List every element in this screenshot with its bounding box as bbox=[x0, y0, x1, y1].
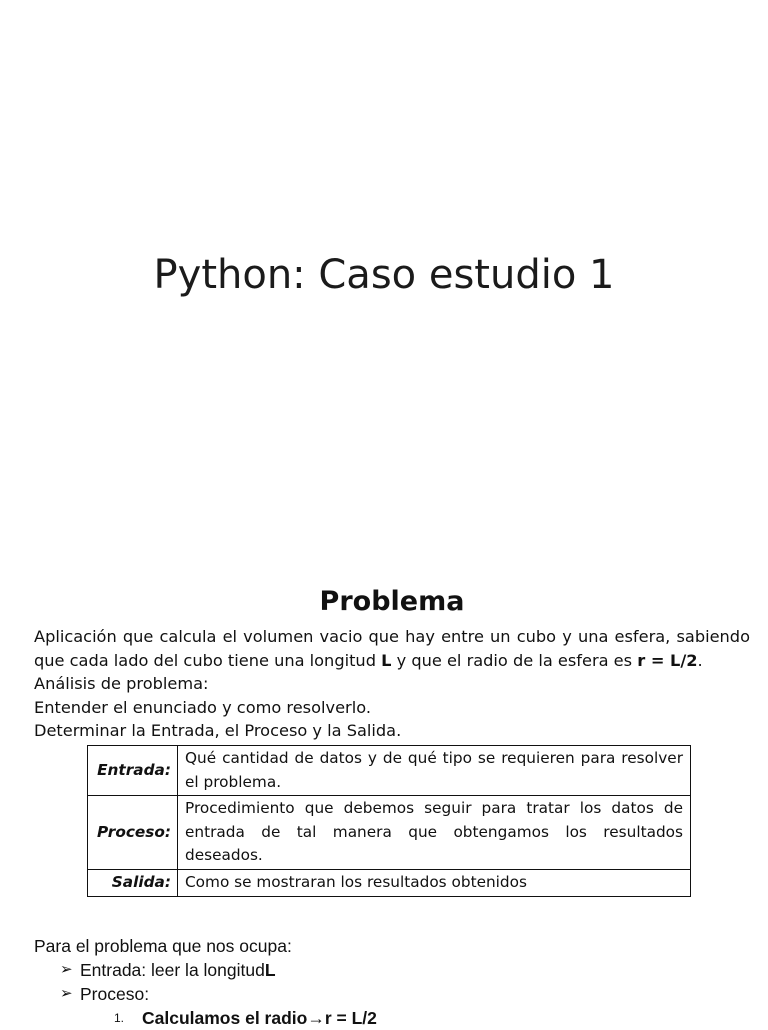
table-row bbox=[88, 796, 691, 870]
row-label: Proceso: bbox=[88, 796, 178, 870]
understand-line: Entender el enunciado y como resolverlo. bbox=[34, 697, 371, 717]
list-item bbox=[60, 982, 750, 1006]
table-row bbox=[88, 869, 691, 896]
arrow-bullet-icon: ➢ bbox=[60, 985, 73, 1002]
right-arrow-icon: → bbox=[307, 1008, 325, 1028]
slide-title: Python: Caso estudio 1 bbox=[153, 252, 615, 298]
problem-heading: Problema bbox=[319, 586, 465, 617]
table-row bbox=[88, 745, 691, 795]
row-label: Entrada: bbox=[88, 745, 178, 795]
statement-formula: r = L/2 bbox=[637, 650, 698, 670]
row-description: Procedimiento que debemos seguir para tratar los datos de entrada de tal manera que obtengamos los resultados deseados. bbox=[178, 796, 691, 870]
bullet-text: Entrada: leer la longitud bbox=[80, 960, 265, 980]
statement-text-1: Aplicación que calcula el volumen vacio que hay entre un cubo y una esfera, sabiendo que cada lado del cubo tiene una longitud bbox=[34, 627, 750, 670]
bullet-bold: L bbox=[264, 960, 276, 980]
row-label: Salida: bbox=[88, 869, 178, 896]
statement-end: . bbox=[697, 650, 703, 670]
statement-text-2: y que el radio de la esfera es bbox=[391, 650, 638, 670]
step-text: Calculamos el radio bbox=[142, 1008, 308, 1028]
row-description: Como se mostraran los resultados obtenidos bbox=[178, 869, 691, 896]
numbered-item bbox=[114, 1006, 750, 1030]
statement-L: L bbox=[381, 650, 392, 670]
problem-statement bbox=[34, 625, 750, 672]
step-formula: r = L/2 bbox=[324, 1008, 377, 1028]
ipo-table bbox=[87, 745, 691, 897]
solution-lead: Para el problema que nos ocupa: bbox=[34, 936, 292, 956]
arrow-bullet-icon: ➢ bbox=[60, 961, 73, 978]
row-description: Qué cantidad de datos y de qué tipo se requieren para resolver el problema. bbox=[178, 745, 691, 795]
solution-section bbox=[34, 934, 750, 1030]
determine-line: Determinar la Entrada, el Proceso y la Salida. bbox=[34, 721, 402, 741]
problem-slide bbox=[34, 586, 750, 897]
analysis-line: Análisis de problema: bbox=[34, 674, 209, 694]
list-item bbox=[60, 958, 750, 982]
bullet-text: Proceso: bbox=[80, 984, 150, 1004]
step-number: 1. bbox=[114, 1011, 125, 1025]
